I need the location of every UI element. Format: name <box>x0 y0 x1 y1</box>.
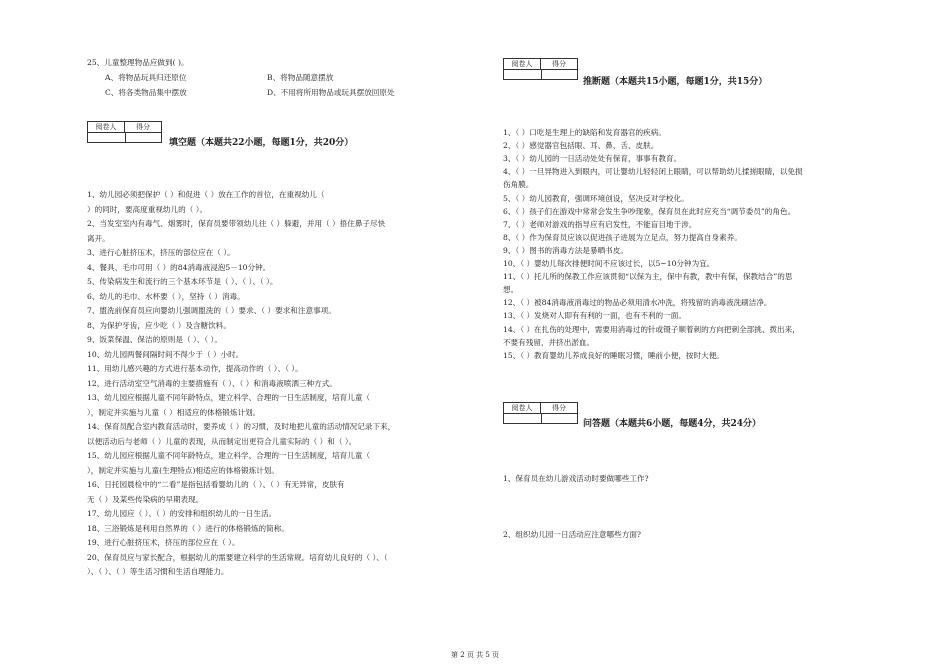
question-line: 6、（ ）孩子们在游戏中常常会发生争吵现象，保育员在此时应充当“调节委员”的角色。 <box>503 206 796 216</box>
question-line: 16、日托园晨检中的“二看”是指包括看婴幼儿的（ ）、（ ）有无异常，皮肤有 <box>87 480 345 489</box>
question-line: 1、幼儿园必须把保护（ ）和促进（ ）放在工作的首位，在重视幼儿（ <box>87 190 325 199</box>
question-line: 20、保育员应与家长配合，根据幼儿的需要建立科学的生活常规。培育幼儿良好的（ ）、（ <box>87 552 388 562</box>
judge-score-box <box>503 58 578 80</box>
question-25-stem: 25、儿童整理物品应做到( )。 <box>87 58 189 67</box>
question-line: 4、（ ）一旦异物进入到眼内，可让婴幼儿轻轻闭上眼睛，可以帮助幼儿揉搓眼睛，以免损 <box>503 167 803 177</box>
question-25-option-d: D、不用将所用物品或玩具摆放回原处 <box>267 88 395 97</box>
question-line: ）、（ ）、（ ）等生活习惯和生活自理能力。 <box>87 567 229 576</box>
score-label: 得分 <box>552 404 566 412</box>
question-line: 3、进行心脏挤压术，挤压的部位应在（ ）。 <box>87 248 235 257</box>
question-line: 15、幼儿园应根据儿童不同年龄特点，建立科学、合理的一日生活制度，培育儿童（ <box>87 451 371 460</box>
question-line: 3、（ ）幼儿园的一日活动处处有保育，事事有教育。 <box>503 154 682 164</box>
question-line: 5、（ ）幼儿园教育，强调环境创设，坚决反对学校化。 <box>503 193 689 203</box>
question-line: ），制定并实施与儿童（ ）相适应的体格锻炼计划。 <box>87 407 261 417</box>
score-label: 得分 <box>552 60 566 68</box>
qa-question-1: 1、保育员在幼儿游戏活动时要做哪些工作? <box>503 474 649 483</box>
fill-section-title: 填空题（本题共22小题，每题1分，共20分） <box>169 138 354 148</box>
judge-section-title: 推断题（本题共15小题，每题1分，共15分） <box>583 77 768 87</box>
question-25-option-b: B、将物品随意摆放 <box>267 73 334 82</box>
question-line: 无（ ）及某些传染病的早期表现。 <box>87 494 204 504</box>
question-line: 15、（ ）教育婴幼儿养成良好的睡眠习惯，睡前小便，按时大便。 <box>503 350 724 360</box>
question-line: 11、（ ）托儿所的保教工作应该贯彻“以保为主，保中有教，教中有保，保教结合”的思 <box>503 272 793 282</box>
question-line: 12、进行活动室空气消毒的主要措施有（ ）、（ ）和消毒液喷洒三种方式。 <box>87 378 337 388</box>
question-line: 伤角膜。 <box>503 180 534 190</box>
question-line: 4、餐具、毛巾可用（ ）的84消毒液浸泡5－10分钟。 <box>87 262 271 272</box>
score-label: 得分 <box>136 123 150 131</box>
question-line: ）的同时，要高度重视幼儿的（ ）。 <box>87 204 208 214</box>
question-line: 8、（ ）作为保育员应该以促进孩子进展为立足点，努力提高自身素养。 <box>503 232 742 242</box>
question-line: 17、幼儿园应（ ）、（ ）的安排和组织幼儿的一日生活。 <box>87 509 277 518</box>
qa-section-title: 问答题（本题共6小题，每题4分，共24分） <box>583 419 762 429</box>
question-line: 10、（ ）婴幼儿每次排便时间不应该过长，以5~10分钟为宜。 <box>503 259 715 268</box>
reviewer-label: 阅卷人 <box>88 122 125 132</box>
question-25-option-a: A、将物品玩具归还原位 <box>105 73 187 82</box>
question-line: 2、当发室室内有毒气、烟雾时，保育员要带领幼儿往（ ）躲避，并用（ ）捂住鼻子尽快 <box>87 219 386 228</box>
question-line: 不要有残留，并挤出淤血。 <box>503 337 595 347</box>
question-line: 8、为保护牙齿，应少吃（ ）及含糖饮料。 <box>87 320 231 330</box>
question-line: 14、保育员配合室内教育活动时，要养成（ ）的习惯，及时地把儿童的活动情况记录下来， <box>87 422 396 431</box>
fill-score-box <box>87 121 162 143</box>
question-line: 5、传染病发生和流行的三个基本环节是（ ）、（ ）、（ ）。 <box>87 277 278 286</box>
question-line: 6、幼儿的毛巾、水杯要（ ），坚持（ ）消毒。 <box>87 291 245 301</box>
page-footer: 第 2 页 共 5 页 <box>450 651 500 659</box>
question-line: 12、（ ）被84消毒液消毒过的物品必须用清水冲洗，将残留的消毒液洗刷洁净。 <box>503 298 772 308</box>
question-line: 13、（ ）发烧对人即有有利的一面，也有不利的一面。 <box>503 311 686 321</box>
question-line: 以便活动后与老师（ ）儿童的表现，从而制定出更符合儿童实际的（ ）和（ ）。 <box>87 436 357 446</box>
question-line: 14、（ ）在扎伤的处理中，需要用消毒过的针或镊子顺着刺的方向把刺全部挑、拨出来， <box>503 324 800 334</box>
qa-score-box <box>503 402 578 424</box>
question-line: 9、饭菜保温、保洁的原则是（ ）、（ ）。 <box>87 335 222 344</box>
question-line: 2、（ ）感觉器官包括眼、耳、鼻、舌、皮肤。 <box>503 141 659 151</box>
question-line: ），制定并实施与儿童(生理特点)相适应的体格锻炼计划。 <box>87 465 279 475</box>
question-line: 11、用幼儿感兴趣的方式进行基本动作，提高动作的（ ）、（ ）。 <box>87 364 303 373</box>
question-25-option-c: C、将各类物品集中摆放 <box>105 88 187 97</box>
reviewer-label: 阅卷人 <box>504 403 541 413</box>
question-line: 7、（ ）老师对游戏的指导应有启发性，不能盲目地干涉。 <box>503 219 697 229</box>
question-line: 10、幼儿园两餐间隔时间不得少于（ ）小时。 <box>87 349 244 359</box>
question-line: 9、（ ）图书的消毒方法是暴晒书皮。 <box>503 245 628 255</box>
reviewer-label: 阅卷人 <box>504 59 541 69</box>
question-line: 7、盥洗前保育员应向婴幼儿强调盥洗的（ ）要求、（ ）要求和注意事项。 <box>87 306 336 315</box>
question-line: 19、进行心脏挤压术，挤压的部位应在（ ）。 <box>87 538 240 547</box>
question-line: 1、（ ）口吃是生理上的缺陷和发育器官的疾病。 <box>503 128 666 137</box>
question-line: 想。 <box>503 285 519 295</box>
qa-question-2: 2、组织幼儿园一日活动应注意哪些方面? <box>503 530 641 539</box>
question-line: 离开。 <box>87 233 110 243</box>
question-line: 18、三浴锻炼是利用自然界的（ ）进行的体格锻炼的简称。 <box>87 523 289 533</box>
question-line: 13、幼儿园应根据儿童不同年龄特点，建立科学、合理的一日生活制度，培育儿童（ <box>87 393 371 402</box>
